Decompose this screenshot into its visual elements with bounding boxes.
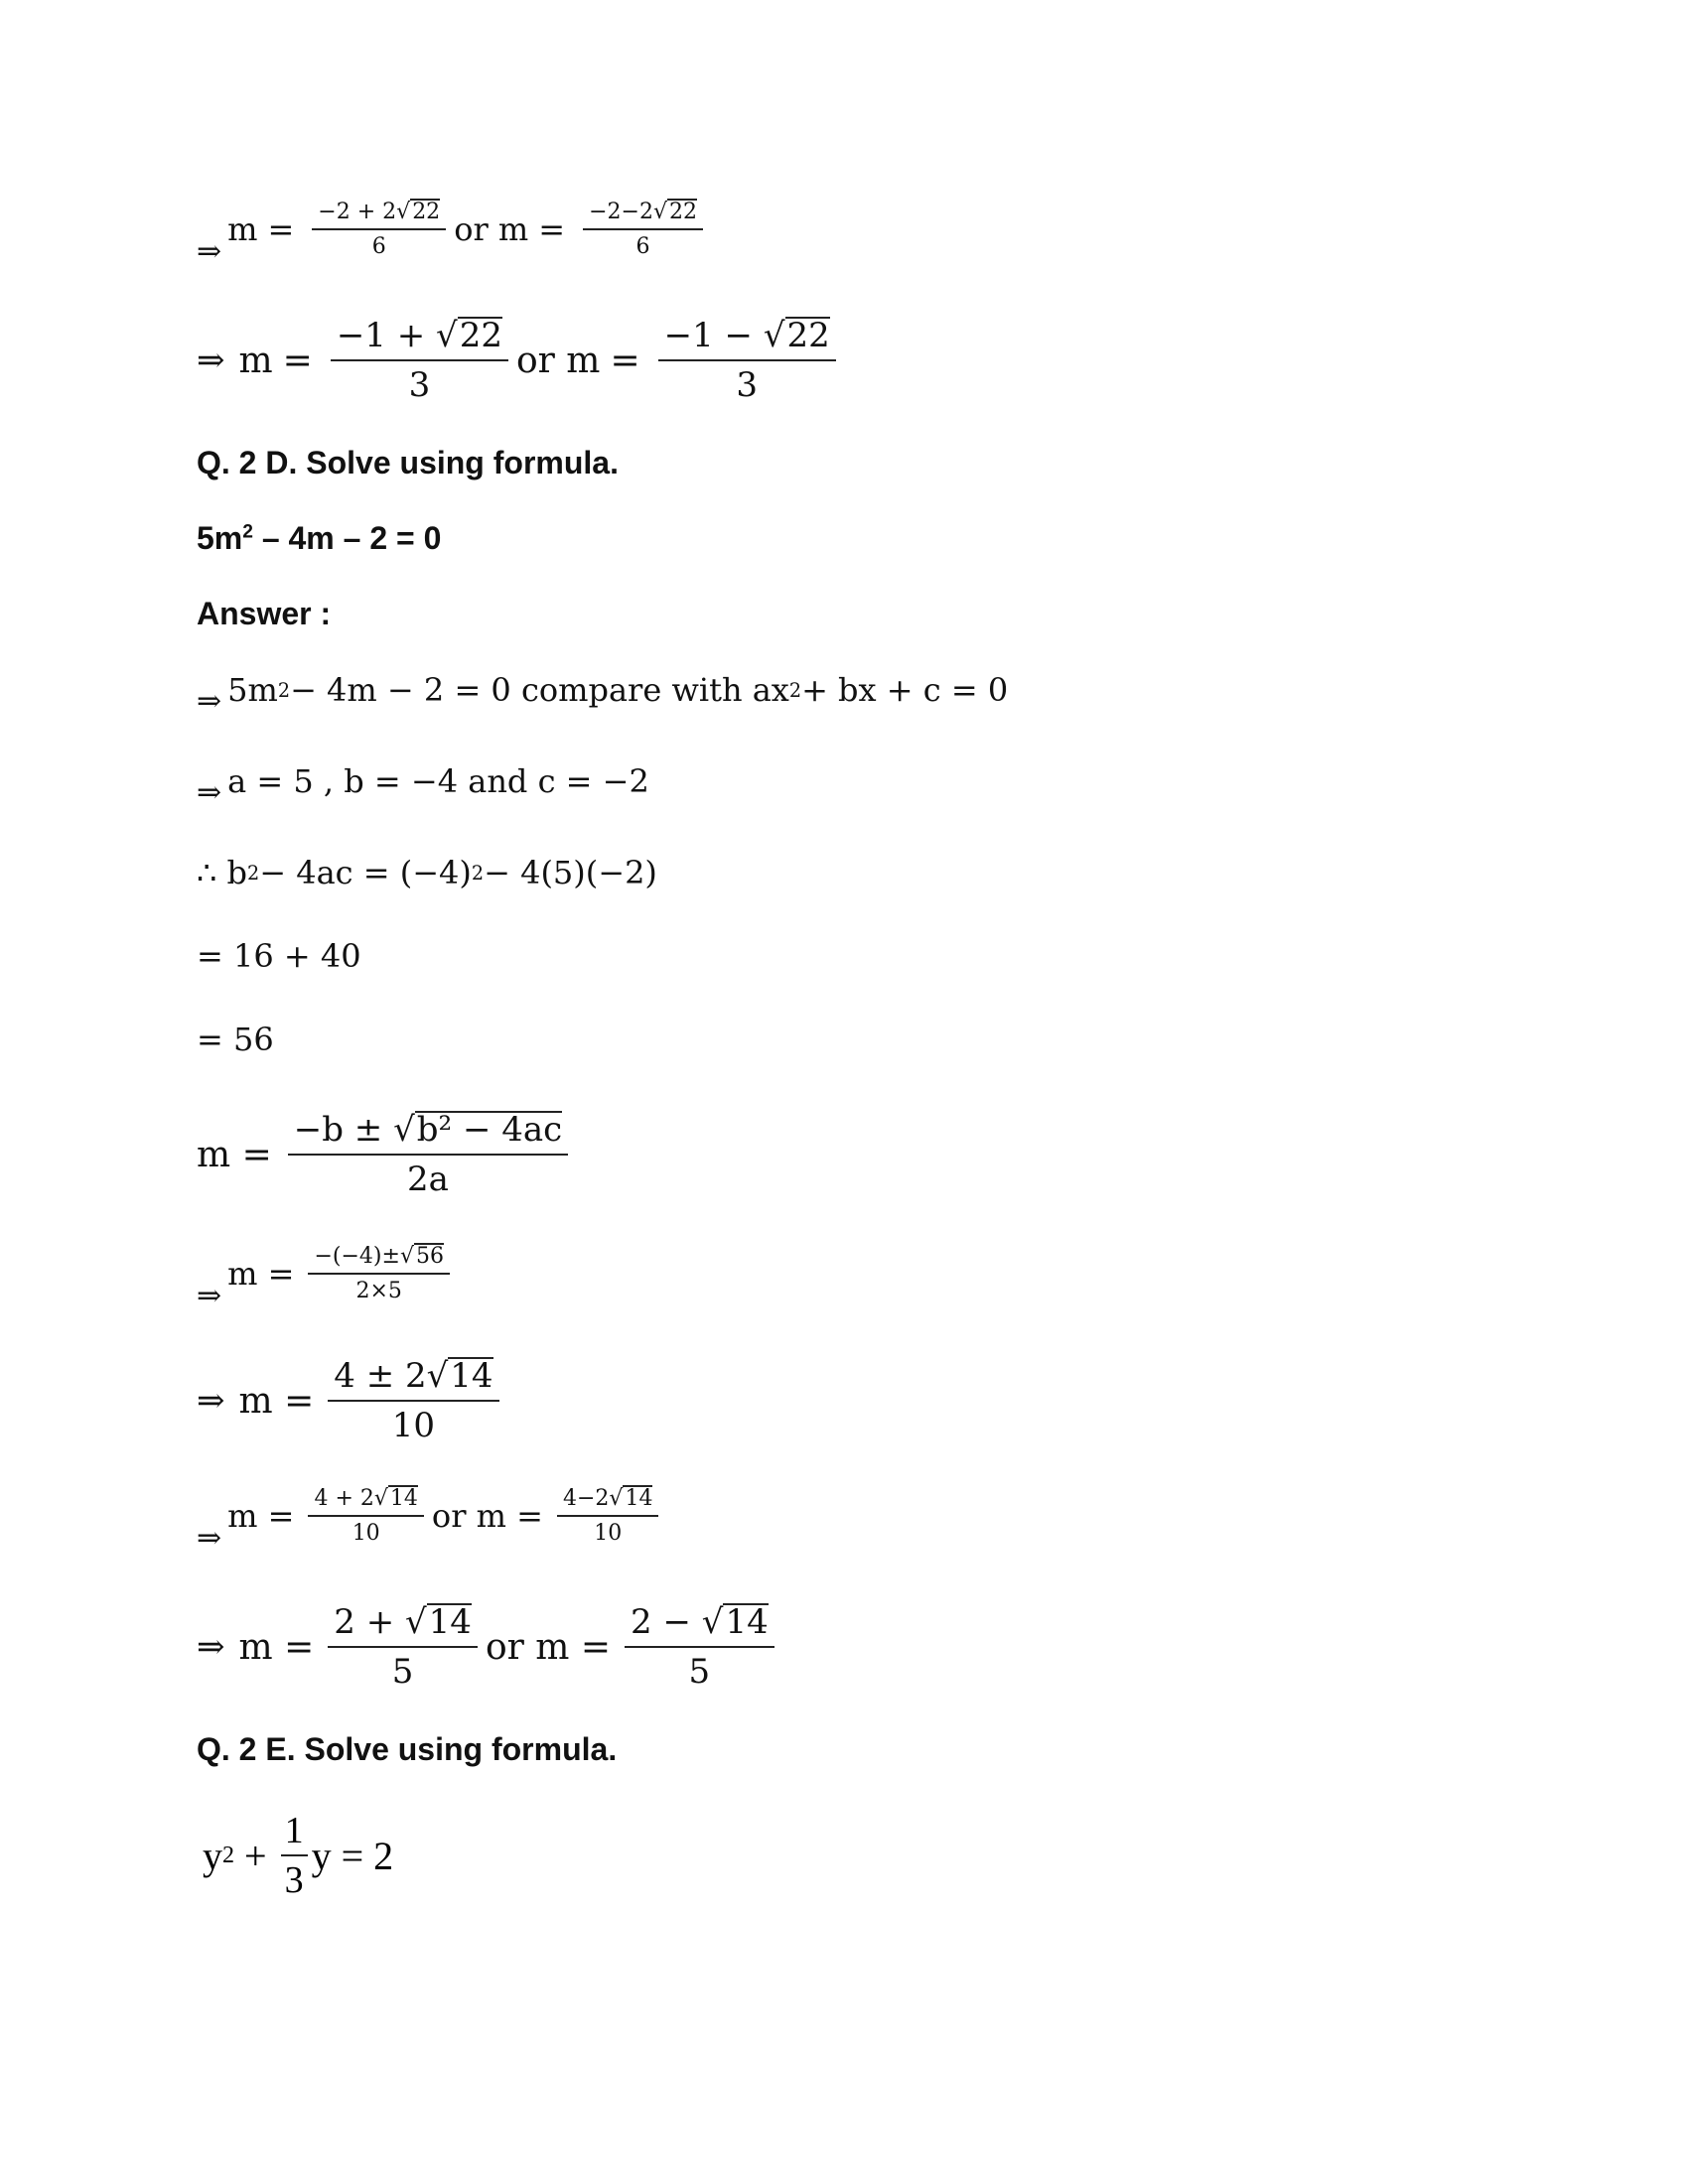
fraction-1 (308, 1485, 423, 1546)
or-m: or m = (431, 1496, 543, 1535)
denominator: 5 (391, 1652, 414, 1692)
denominator: 2a (407, 1160, 449, 1199)
equals-sign: = (538, 209, 566, 248)
eq-part: − 4(5)(−2) (484, 854, 657, 891)
implies-arrow: ⇒ (197, 341, 225, 380)
superscript: 2 (247, 861, 260, 885)
denominator: 10 (352, 1521, 380, 1546)
implies-arrow: ⇒ (197, 234, 222, 269)
sqrt-icon: √ (396, 200, 411, 224)
denominator: 6 (635, 234, 650, 259)
sqrt-icon: √ (436, 316, 458, 355)
radicand: 56 (415, 1244, 444, 1269)
sqrt-icon: √ (763, 316, 785, 355)
eq-part: 5m (227, 671, 278, 709)
superscript: 2 (277, 678, 291, 702)
eq-part: y = 2 (311, 1833, 394, 1878)
radicand: 22 (412, 200, 441, 224)
fraction-2 (557, 1485, 658, 1546)
numerator-text: 4−2 (562, 1486, 610, 1511)
denominator: 10 (594, 1521, 623, 1546)
lhs: m = (227, 1254, 295, 1293)
radicand: 22 (668, 200, 697, 224)
eq-part: = 56 (197, 1021, 274, 1058)
equation-line-discriminant (197, 854, 657, 891)
sqrt-icon: √ (405, 1602, 427, 1642)
numerator-text: −2−2 (589, 200, 653, 224)
or-m: or m (515, 340, 601, 381)
radicand: 14 (389, 1486, 418, 1511)
implies-arrow: ⇒ (197, 1381, 225, 1421)
equation-line-1 (197, 199, 711, 269)
variable-m: m (227, 209, 258, 248)
equation-line-result (197, 1021, 274, 1058)
fraction (308, 1243, 450, 1303)
sqrt-icon: √ (701, 1602, 724, 1642)
implies-arrow: ⇒ (197, 684, 222, 719)
eq-part: ∴ b (197, 854, 248, 891)
plus-sign: + (244, 1833, 267, 1878)
fraction-2 (658, 316, 836, 405)
or-m: or m = (485, 1626, 612, 1668)
equation-line-formula (197, 1110, 576, 1199)
numerator-text: 4 + 2 (314, 1486, 374, 1511)
numerator-text: −2 + 2 (318, 200, 397, 224)
denominator: 3 (284, 1859, 304, 1901)
radicand: 14 (725, 1602, 769, 1642)
equals-sign: = (610, 340, 640, 381)
sqrt-icon: √ (399, 1244, 414, 1269)
equation-line-coefficients (197, 762, 649, 810)
equals-sign: = (267, 209, 295, 248)
equation-line-simplified (197, 1356, 507, 1445)
numerator-text: −1 + (336, 316, 437, 355)
superscript: 2 (242, 521, 253, 543)
question-equation-2e (203, 1809, 393, 1902)
eq-part: − 4ac = (−4) (259, 854, 472, 891)
numerator-text: −1 − (663, 316, 764, 355)
superscript: 2 (222, 1842, 234, 1868)
numerator-text: 2 − (631, 1602, 702, 1642)
question-heading-2d: Q. 2 D. Solve using formula. (197, 445, 619, 480)
implies-arrow: ⇒ (197, 775, 222, 810)
lhs: m = (197, 1134, 272, 1175)
eq-part: − 4m − 2 = 0 compare with ax (290, 671, 789, 709)
formula-fraction (288, 1110, 568, 1199)
lhs: m = (238, 1626, 315, 1668)
eq-part: = 16 + 40 (197, 937, 361, 975)
equation-line-2 (197, 316, 844, 405)
eq-part: 5m (197, 520, 243, 556)
sqrt-icon: √ (652, 200, 667, 224)
or-m: or m (454, 209, 529, 248)
eq-part: a = 5 , b = −4 and c = −2 (227, 762, 649, 800)
equation-line-final (197, 1602, 782, 1692)
denominator: 2×5 (355, 1279, 402, 1303)
eq-part: y (203, 1833, 222, 1878)
fraction-1 (328, 1602, 478, 1692)
fraction-1 (312, 199, 446, 259)
radicand: 14 (625, 1486, 653, 1511)
radicand: 22 (786, 316, 830, 355)
eq-part: – 4m – 2 = 0 (252, 520, 442, 556)
radicand: 14 (428, 1602, 472, 1642)
radicand: 14 (450, 1356, 493, 1396)
implies-arrow: ⇒ (197, 1521, 222, 1556)
fraction-2 (625, 1602, 774, 1692)
sqrt-icon: √ (609, 1486, 624, 1511)
superscript: 2 (788, 678, 802, 702)
implies-arrow: ⇒ (197, 1627, 225, 1667)
numerator-text: −b ± (293, 1110, 394, 1150)
sqrt-icon: √ (393, 1110, 415, 1150)
lhs: m = (238, 1380, 315, 1422)
equation-line-split (197, 1485, 666, 1556)
numerator-text: 2 + (334, 1602, 405, 1642)
implies-arrow: ⇒ (197, 1279, 222, 1313)
denominator: 3 (736, 365, 759, 405)
equals-sign: = (282, 340, 313, 381)
answer-label: Answer : (197, 596, 332, 631)
question-heading-2e: Q. 2 E. Solve using formula. (197, 1731, 618, 1767)
fraction (328, 1356, 498, 1445)
fraction-one-third (281, 1809, 308, 1902)
fraction-2 (583, 199, 703, 259)
denominator: 5 (688, 1652, 711, 1692)
radicand: b² − 4ac (416, 1110, 563, 1150)
sqrt-icon: √ (426, 1356, 449, 1396)
superscript: 2 (471, 861, 485, 885)
variable-m: m (238, 340, 273, 381)
equation-line-substituted (197, 1243, 458, 1313)
sqrt-icon: √ (373, 1486, 388, 1511)
equation-line-compare (197, 671, 1009, 719)
equation-line-sum (197, 937, 361, 975)
eq-part: + bx + c = 0 (801, 671, 1009, 709)
denominator: 6 (371, 234, 386, 259)
denominator: 10 (391, 1406, 436, 1445)
fraction-1 (331, 316, 508, 405)
numerator: 1 (281, 1809, 308, 1856)
question-equation-2d (197, 520, 441, 557)
numerator-text: 4 ± 2 (334, 1356, 427, 1396)
lhs: m = (227, 1496, 295, 1535)
numerator-text: −(−4)± (314, 1244, 400, 1269)
radicand: 22 (459, 316, 502, 355)
denominator: 3 (408, 365, 431, 405)
